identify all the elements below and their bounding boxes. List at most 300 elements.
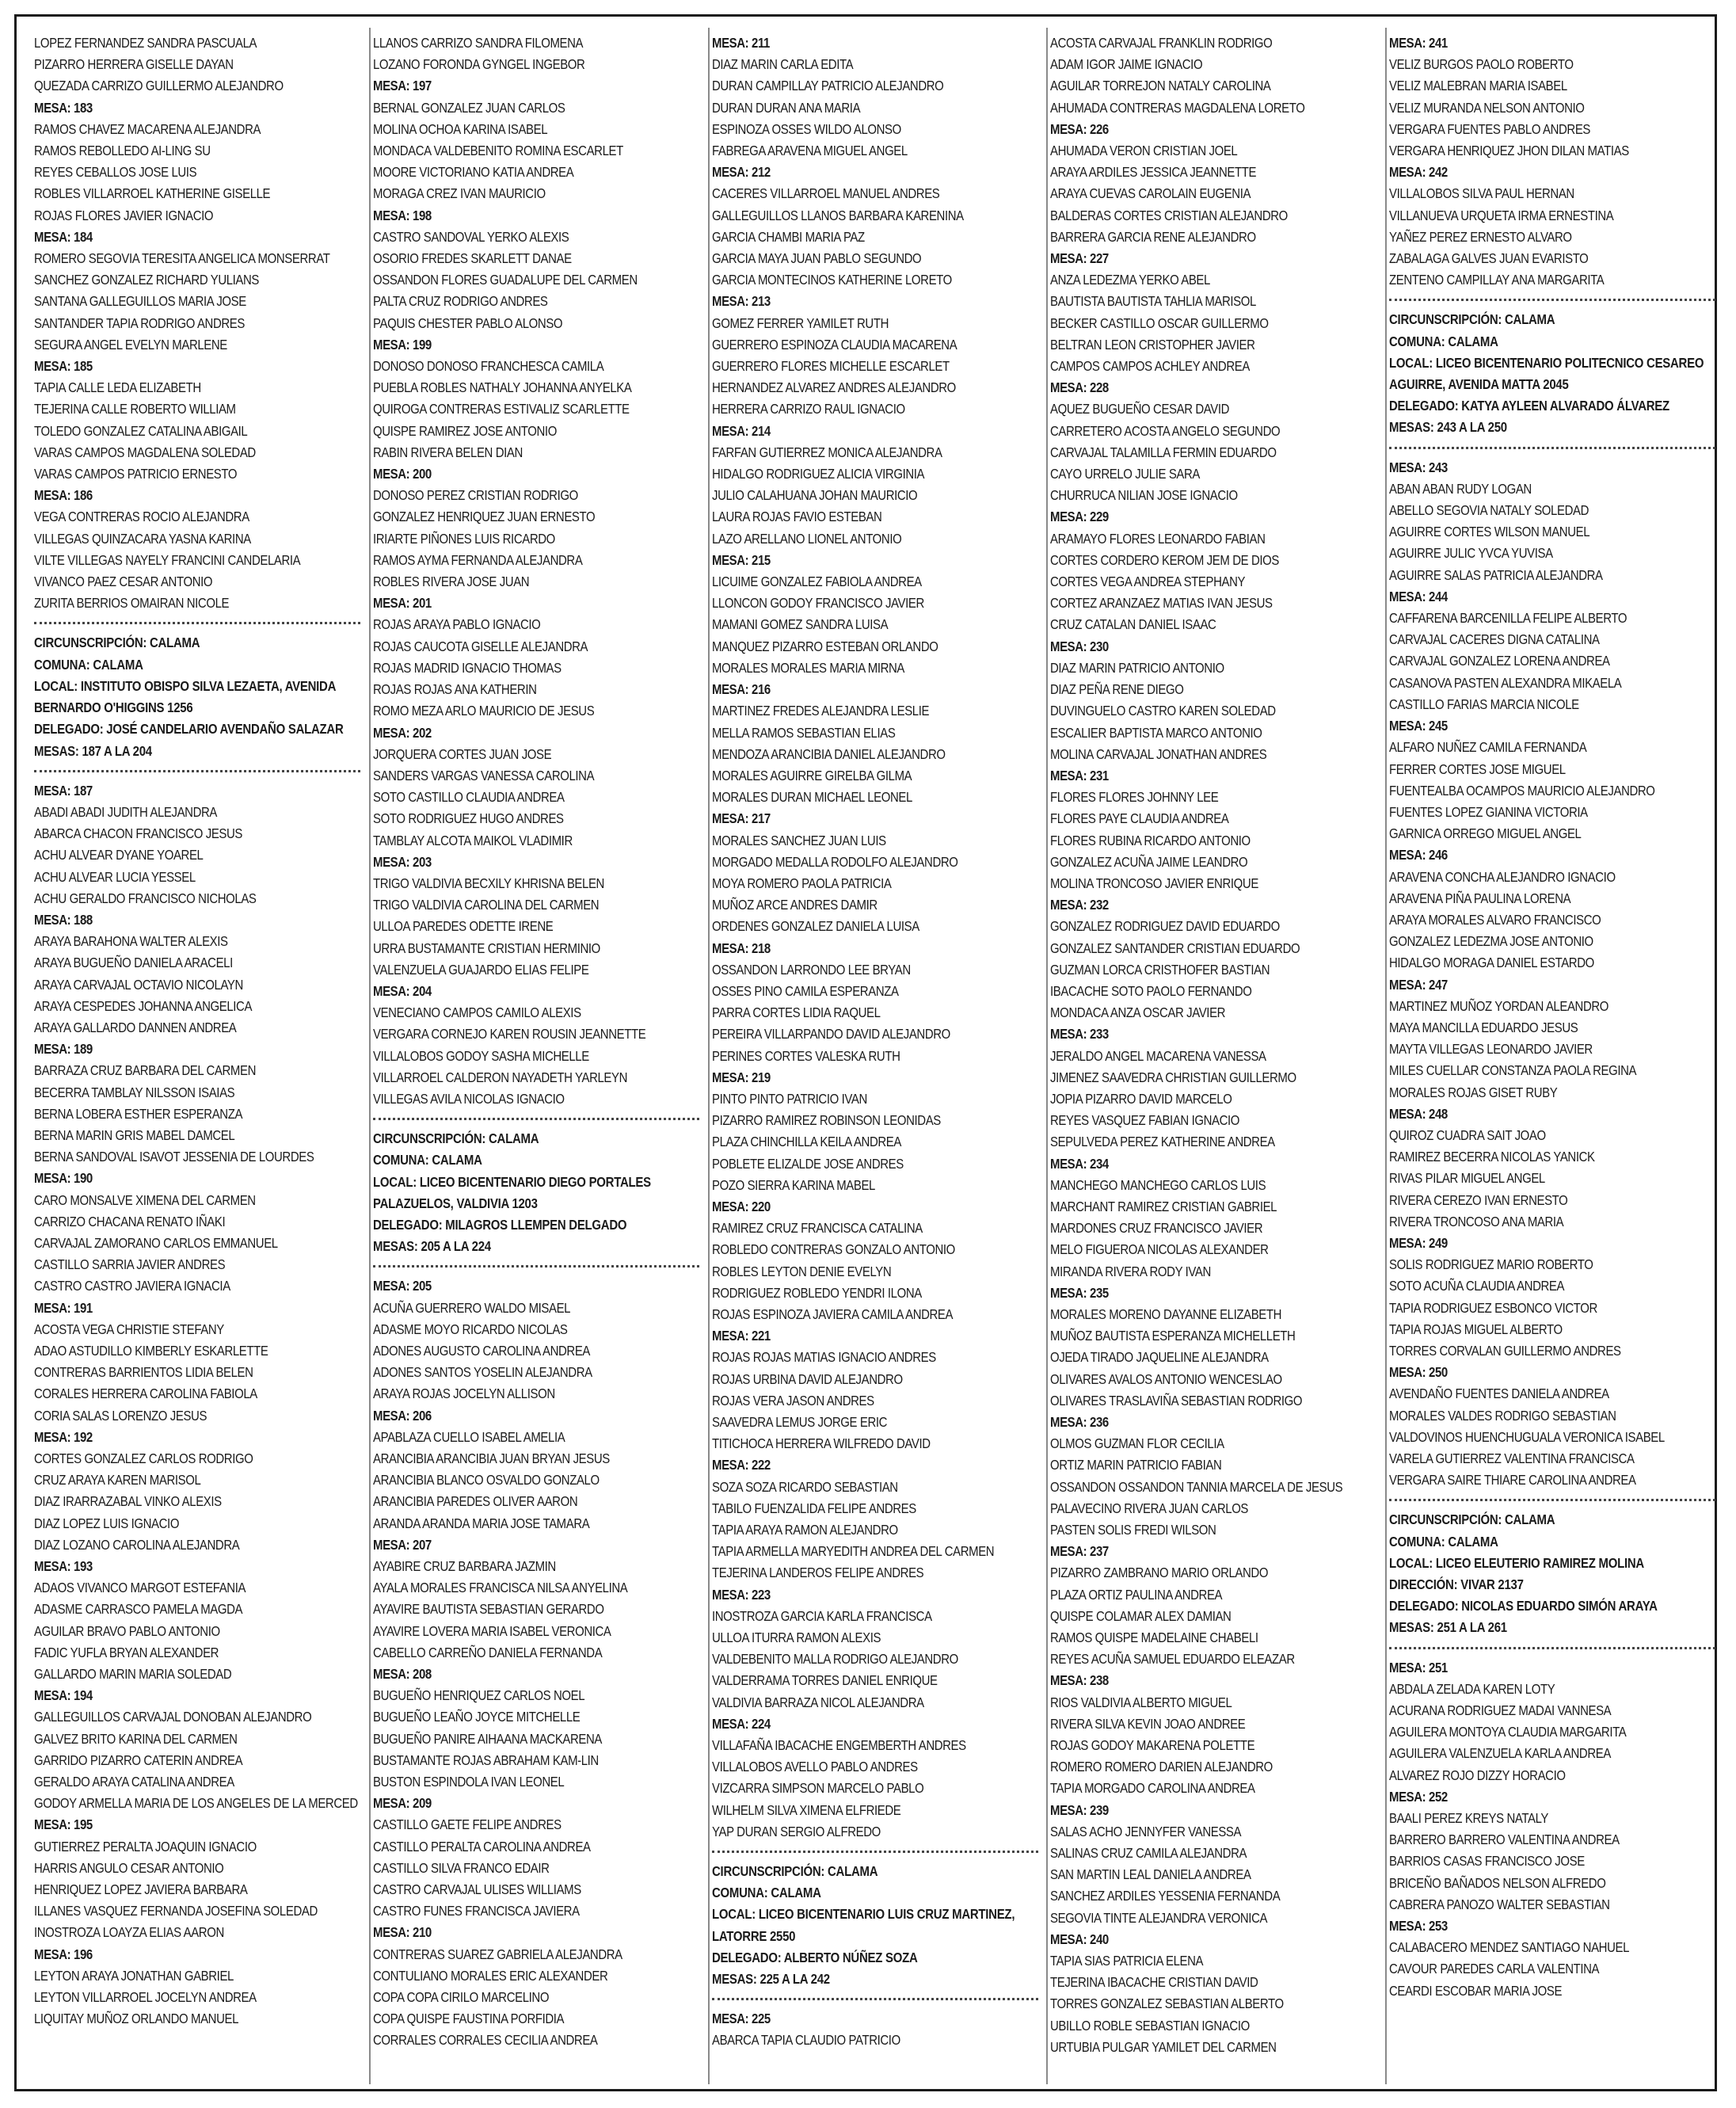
voter-name: HIDALGO RODRIGUEZ ALICIA VIRGINIA	[712, 466, 925, 482]
dotted-separator	[34, 770, 360, 772]
voter-name: INOSTROZA GARCIA KARLA FRANCISCA	[712, 1607, 932, 1624]
voter-name: VILLEGAS QUINZACARA YASNA KARINA	[34, 530, 251, 547]
voter-name: HERRERA CARRIZO RAUL IGNACIO	[712, 401, 905, 417]
voter-name: CASTRO CASTRO JAVIERA IGNACIA	[34, 1278, 230, 1294]
voter-name: SAN MARTIN LEAL DANIELA ANDREA	[1050, 1866, 1251, 1883]
voter-name: RIVAS PILAR MIGUEL ANGEL	[1389, 1170, 1545, 1187]
column-1	[34, 32, 360, 2086]
voter-name: LLONCON GODOY FRANCISCO JAVIER	[712, 595, 924, 612]
voter-name: DONOSO DONOSO FRANCHESCA CAMILA	[373, 358, 604, 375]
voter-name: FUENTES LOPEZ GIANINA VICTORIA	[1389, 803, 1588, 820]
voter-name: LEYTON VILLARROEL JOCELYN ANDREA	[34, 1989, 257, 2006]
voter-name: PARRA CORTES LIDIA RAQUEL	[712, 1004, 881, 1021]
voter-name: VARAS CAMPOS PATRICIO ERNESTO	[34, 466, 238, 482]
voter-name: MOLINA OCHOA KARINA ISABEL	[373, 120, 548, 137]
voter-name: GUERRERO FLORES MICHELLE ESCARLET	[712, 358, 950, 375]
voter-name: AHUMADA CONTRERAS MAGDALENA LORETO	[1050, 99, 1305, 116]
voter-name: ORTIZ MARIN PATRICIO FABIAN	[1050, 1457, 1222, 1473]
voter-name: ESCALIER BAPTISTA MARCO ANTONIO	[1050, 724, 1262, 741]
voter-name: ULLOA PAREDES ODETTE IRENE	[373, 918, 554, 935]
voter-name: AGUIRRE CORTES WILSON MANUEL	[1389, 524, 1590, 540]
voter-name: GALLARDO MARIN MARIA SOLEDAD	[34, 1666, 232, 1683]
voter-name: ACOSTA VEGA CHRISTIE STEFANY	[34, 1321, 224, 1337]
voter-name: CARRETERO ACOSTA ANGELO SEGUNDO	[1050, 422, 1281, 439]
mesa-heading: MESA: 249	[1389, 1234, 1448, 1251]
voter-name: VILLALOBOS SILVA PAUL HERNAN	[1389, 185, 1574, 202]
voter-name: MANCHEGO MANCHEGO CARLOS LUIS	[1050, 1176, 1266, 1193]
voter-name: FUENTEALBA OCAMPOS MAURICIO ALEJANDRO	[1389, 782, 1655, 799]
voter-name: BUGUEÑO PANIRE AIHAANA MACKARENA	[373, 1730, 603, 1747]
mesa-heading: MESA: 229	[1050, 509, 1109, 525]
voter-name: RIVERA TRONCOSO ANA MARIA	[1389, 1213, 1564, 1229]
voter-name: CABELLO CARREÑO DANIELA FERNANDA	[373, 1644, 603, 1660]
voter-name: URRA BUSTAMANTE CRISTIAN HERMINIO	[373, 940, 600, 956]
mesa-heading: MESA: 230	[1050, 638, 1109, 654]
mesa-heading: MESA: 198	[373, 207, 432, 223]
voter-name: MORGADO MEDALLA RODOLFO ALEJANDRO	[712, 853, 958, 870]
polling-place-header-line: DELEGADO: MILAGROS LLEMPEN DELGADO	[373, 1216, 627, 1233]
voter-name: SANDERS VARGAS VANESSA CAROLINA	[373, 767, 595, 783]
voter-name: OJEDA TIRADO JAQUELINE ALEJANDRA	[1050, 1349, 1269, 1366]
mesa-heading: MESA: 192	[34, 1428, 93, 1445]
mesa-heading: MESA: 251	[1389, 1659, 1448, 1675]
voter-name: JORQUERA CORTES JUAN JOSE	[373, 745, 552, 762]
voter-name: AQUEZ BUGUEÑO CESAR DAVID	[1050, 401, 1230, 417]
voter-name: ROMERO SEGOVIA TERESITA ANGELICA MONSERRAT	[34, 250, 330, 267]
mesa-heading: MESA: 203	[373, 853, 432, 870]
voter-name: AGUIRRE SALAS PATRICIA ALEJANDRA	[1389, 566, 1603, 583]
voter-name: BERNA SANDOVAL ISAVOT JESSENIA DE LOURDES	[34, 1149, 314, 1165]
polling-place-header-line: COMUNA: CALAMA	[1389, 1533, 1498, 1550]
voter-name: CAVOUR PAREDES CARLA VALENTINA	[1389, 1961, 1600, 1977]
voter-name: MOYA ROMERO PAOLA PATRICIA	[712, 875, 892, 891]
polling-place-header-line: LOCAL: LICEO BICENTENARIO POLITECNICO CESAREO AGUIRRE, AVENIDA MATTA 2045	[1389, 354, 1704, 393]
voter-name: GONZALEZ HENRIQUEZ JUAN ERNESTO	[373, 509, 596, 525]
voter-name: LLANOS CARRIZO SANDRA FILOMENA	[373, 35, 584, 51]
voter-name: GONZALEZ SANTANDER CRISTIAN EDUARDO	[1050, 940, 1300, 956]
voter-name: CARO MONSALVE XIMENA DEL CARMEN	[34, 1191, 256, 1208]
voter-name: CONTULIANO MORALES ERIC ALEXANDER	[373, 1967, 608, 1984]
voter-name: SAAVEDRA LEMUS JORGE ERIC	[712, 1414, 888, 1430]
voter-name: ARAYA ARDILES JESSICA JEANNETTE	[1050, 164, 1257, 181]
voter-name: TAPIA MORGADO CAROLINA ANDREA	[1050, 1780, 1255, 1797]
voter-name: VARELA GUTIERREZ VALENTINA FRANCISCA	[1389, 1450, 1635, 1466]
voter-name: MAYTA VILLEGAS LEONARDO JAVIER	[1389, 1041, 1593, 1058]
voter-name: ARANCIBIA ARANCIBIA JUAN BRYAN JESUS	[373, 1450, 610, 1466]
mesa-heading: MESA: 190	[34, 1170, 93, 1187]
voter-name: TEJERINA CALLE ROBERTO WILLIAM	[34, 401, 236, 417]
mesa-heading: MESA: 220	[712, 1198, 771, 1214]
mesa-heading: MESA: 233	[1050, 1026, 1109, 1043]
voter-name: ROJAS ESPINOZA JAVIERA CAMILA ANDREA	[712, 1306, 954, 1322]
voter-name: GARCIA MONTECINOS KATHERINE LORETO	[712, 272, 952, 288]
voter-name: ABDALA ZELADA KAREN LOTY	[1389, 1680, 1555, 1697]
voter-name: BAUTISTA BAUTISTA TAHLIA MARISOL	[1050, 293, 1256, 310]
voter-name: OSSES PINO CAMILA ESPERANZA	[712, 982, 899, 999]
voter-name: MORALES MORALES MARIA MIRNA	[712, 659, 905, 676]
voter-name: CORRALES CORRALES CECILIA ANDREA	[373, 2032, 598, 2049]
voter-name: ROJAS MADRID IGNACIO THOMAS	[373, 659, 562, 676]
mesa-heading: MESA: 188	[34, 911, 93, 928]
dotted-separator	[34, 622, 360, 624]
voter-name: ARAYA BARAHONA WALTER ALEXIS	[34, 933, 228, 950]
voter-name: VILLEGAS AVILA NICOLAS IGNACIO	[373, 1090, 565, 1107]
voter-name: CARRIZO CHACANA RENATO IÑAKI	[34, 1213, 226, 1229]
voter-name: AYAVIRE BAUTISTA SEBASTIAN GERARDO	[373, 1601, 604, 1618]
voter-name: GALVEZ BRITO KARINA DEL CARMEN	[34, 1730, 238, 1747]
voter-name: BELTRAN LEON CRISTOPHER JAVIER	[1050, 336, 1255, 353]
mesa-heading: MESA: 197	[373, 78, 432, 94]
voter-name: SALAS ACHO JENNYFER VANESSA	[1050, 1823, 1242, 1839]
voter-name: RAMIREZ CRUZ FRANCISCA CATALINA	[712, 1220, 923, 1237]
voter-name: RODRIGUEZ ROBLEDO YENDRI ILONA	[712, 1284, 922, 1301]
polling-place-header-line: CIRCUNSCRIPCIÓN: CALAMA	[1389, 1511, 1555, 1528]
polling-place-header-line: DELEGADO: ALBERTO NÚÑEZ SOZA	[712, 1949, 918, 1965]
polling-place-header-line: DIRECCIÓN: VIVAR 2137	[1389, 1576, 1524, 1593]
voter-name: POZO SIERRA KARINA MABEL	[712, 1176, 875, 1193]
voter-name: MARTINEZ FREDES ALEJANDRA LESLIE	[712, 703, 930, 719]
column-5	[1389, 32, 1715, 2086]
voter-name: GALLEGUILLOS CARVAJAL DONOBAN ALEJANDRO	[34, 1709, 312, 1725]
voter-name: TAPIA ROJAS MIGUEL ALBERTO	[1389, 1321, 1563, 1337]
voter-name: ORDENES GONZALEZ DANIELA LUISA	[712, 918, 919, 935]
voter-name: OSSANDON LARRONDO LEE BRYAN	[712, 961, 911, 978]
voter-name: CRUZ CATALAN DANIEL ISAAC	[1050, 616, 1216, 633]
voter-name: CASTILLO SARRIA JAVIER ANDRES	[34, 1256, 226, 1273]
voter-name: VIZCARRA SIMPSON MARCELO PABLO	[712, 1780, 924, 1797]
voter-name: RAMOS CHAVEZ MACARENA ALEJANDRA	[34, 120, 261, 137]
dotted-separator	[373, 1118, 699, 1120]
polling-place-header-line: CIRCUNSCRIPCIÓN: CALAMA	[712, 1863, 878, 1880]
voter-name: MORALES SANCHEZ JUAN LUIS	[712, 832, 886, 848]
column-divider	[708, 28, 710, 2084]
mesa-heading: MESA: 248	[1389, 1105, 1448, 1122]
voter-name: AGUILAR BRAVO PABLO ANTONIO	[34, 1622, 220, 1639]
dotted-separator	[373, 1265, 699, 1267]
voter-name: JIMENEZ SAAVEDRA CHRISTIAN GUILLERMO	[1050, 1069, 1296, 1085]
mesa-heading: MESA: 216	[712, 681, 771, 698]
voter-name: ROJAS ROJAS MATIAS IGNACIO ANDRES	[712, 1349, 936, 1366]
dotted-separator	[712, 1851, 1038, 1853]
voter-name: CASTRO SANDOVAL YERKO ALEXIS	[373, 228, 569, 245]
voter-name: OLMOS GUZMAN FLOR CECILIA	[1050, 1435, 1224, 1452]
voter-name: MARCHANT RAMIREZ CRISTIAN GABRIEL	[1050, 1198, 1277, 1214]
mesa-heading: MESA: 183	[34, 99, 93, 116]
voter-name: AYAVIRE LOVERA MARIA ISABEL VERONICA	[373, 1622, 611, 1639]
voter-name: LICUIME GONZALEZ FABIOLA ANDREA	[712, 574, 922, 590]
voter-name: CARVAJAL ZAMORANO CARLOS EMMANUEL	[34, 1234, 278, 1251]
voter-name: OSSANDON OSSANDON TANNIA MARCELA DE JESUS	[1050, 1478, 1343, 1495]
mesa-heading: MESA: 234	[1050, 1155, 1109, 1172]
voter-name: DIAZ LOPEZ LUIS IGNACIO	[34, 1515, 180, 1531]
voter-name: QUIROGA CONTRERAS ESTIVALIZ SCARLETTE	[373, 401, 630, 417]
mesa-heading: MESA: 243	[1389, 459, 1448, 475]
voter-name: BALDERAS CORTES CRISTIAN ALEJANDRO	[1050, 207, 1288, 223]
voter-name: CORTEZ ARANZAEZ MATIAS IVAN JESUS	[1050, 595, 1273, 612]
voter-name: ANZA LEDEZMA YERKO ABEL	[1050, 272, 1210, 288]
voter-name: PLAZA CHINCHILLA KEILA ANDREA	[712, 1134, 901, 1150]
mesa-heading: MESA: 217	[712, 810, 771, 827]
voter-name: BECERRA TAMBLAY NILSSON ISAIAS	[34, 1084, 235, 1100]
voter-name: SOLIS RODRIGUEZ MARIO ROBERTO	[1389, 1256, 1593, 1273]
voter-name: CHURRUCA NILIAN JOSE IGNACIO	[1050, 487, 1238, 504]
voter-name: YAÑEZ PEREZ ERNESTO ALVARO	[1389, 228, 1572, 245]
voter-name: VELIZ MURANDA NELSON ANTONIO	[1389, 99, 1585, 116]
voter-name: CONTRERAS SUAREZ GABRIELA ALEJANDRA	[373, 1946, 622, 1962]
polling-place-header-line: LOCAL: INSTITUTO OBISPO SILVA LEZAETA, AVENIDA BERNARDO O'HIGGINS 1256	[34, 677, 336, 716]
mesa-heading: MESA: 200	[373, 466, 432, 482]
voter-name: BAALI PEREZ KREYS NATALY	[1389, 1810, 1548, 1827]
voter-name: BARRAZA CRUZ BARBARA DEL CARMEN	[34, 1062, 256, 1079]
voter-name: VILLALOBOS AVELLO PABLO ANDRES	[712, 1759, 918, 1775]
voter-name: FLORES FLORES JOHNNY LEE	[1050, 789, 1219, 806]
voter-name: SALINAS CRUZ CAMILA ALEJANDRA	[1050, 1845, 1247, 1862]
voter-name: ROBLES RIVERA JOSE JUAN	[373, 574, 530, 590]
mesa-heading: MESA: 246	[1389, 847, 1448, 863]
voter-name: GERALDO ARAYA CATALINA ANDREA	[34, 1774, 234, 1790]
polling-place-header-line: MESAS: 243 A LA 250	[1389, 419, 1507, 436]
voter-name: ARAYA BUGUEÑO DANIELA ARACELI	[34, 955, 233, 971]
voter-name: LAZO ARELLANO LIONEL ANTONIO	[712, 530, 902, 547]
voter-name: TAPIA SIAS PATRICIA ELENA	[1050, 1953, 1204, 1969]
voter-name: MORALES AGUIRRE GIRELBA GILMA	[712, 767, 912, 783]
voter-name: VALDOVINOS HUENCHUGUALA VERONICA ISABEL	[1389, 1428, 1665, 1445]
voter-name: REYES CEBALLOS JOSE LUIS	[34, 164, 197, 181]
column-2	[373, 32, 699, 2086]
voter-name: GARCIA MAYA JUAN PABLO SEGUNDO	[712, 250, 922, 267]
voter-name: MORALES DURAN MICHAEL LEONEL	[712, 789, 912, 806]
voter-name: VALDERRAMA TORRES DANIEL ENRIQUE	[712, 1672, 938, 1689]
voter-name: CRUZ ARAYA KAREN MARISOL	[34, 1472, 201, 1489]
voter-name: OSORIO FREDES SKARLETT DANAE	[373, 250, 572, 267]
mesa-heading: MESA: 209	[373, 1795, 432, 1812]
voter-name: ABARCA CHACON FRANCISCO JESUS	[34, 825, 243, 842]
voter-name: TRIGO VALDIVIA CAROLINA DEL CARMEN	[373, 897, 600, 913]
voter-name: ADASME CARRASCO PAMELA MAGDA	[34, 1601, 243, 1618]
voter-name: ROJAS ROJAS ANA KATHERIN	[373, 681, 537, 698]
dotted-separator	[1389, 1647, 1715, 1649]
voter-name: RIVERA SILVA KEVIN JOAO ANDREE	[1050, 1715, 1246, 1732]
voter-name: FADIC YUFLA BRYAN ALEXANDER	[34, 1644, 219, 1660]
voter-name: YAP DURAN SERGIO ALFREDO	[712, 1823, 881, 1839]
voter-name: INOSTROZA LOAYZA ELIAS AARON	[34, 1924, 224, 1941]
voter-name: MUÑOZ ARCE ANDRES DAMIR	[712, 897, 878, 913]
voter-name: BARRIOS CASAS FRANCISCO JOSE	[1389, 1853, 1585, 1870]
mesa-heading: MESA: 225	[712, 2011, 771, 2027]
voter-name: HIDALGO MORAGA DANIEL ESTARDO	[1389, 955, 1594, 971]
mesa-heading: MESA: 195	[34, 1816, 93, 1833]
mesa-heading: MESA: 238	[1050, 1672, 1109, 1689]
voter-name: VERGARA SAIRE THIARE CAROLINA ANDREA	[1389, 1472, 1636, 1489]
column-3	[712, 32, 1038, 2086]
mesa-heading: MESA: 240	[1050, 1931, 1109, 1947]
voter-name: FARFAN GUTIERREZ MONICA ALEJANDRA	[712, 444, 942, 460]
voter-name: ACHU ALVEAR LUCIA YESSEL	[34, 868, 196, 885]
voter-name: ROJAS VERA JASON ANDRES	[712, 1392, 874, 1409]
voter-name: WILHELM SILVA XIMENA ELFRIEDE	[712, 1801, 901, 1818]
voter-name: MOORE VICTORIANO KATIA ANDREA	[373, 164, 574, 181]
voter-name: MANQUEZ PIZARRO ESTEBAN ORLANDO	[712, 638, 938, 654]
voter-name: PIZARRO RAMIREZ ROBINSON LEONIDAS	[712, 1112, 941, 1129]
voter-name: BECKER CASTILLO OSCAR GUILLERMO	[1050, 314, 1269, 331]
voter-name: TAMBLAY ALCOTA MAIKOL VLADIMIR	[373, 832, 573, 848]
voter-name: ULLOA ITURRA RAMON ALEXIS	[712, 1630, 881, 1646]
voter-name: TITICHOCA HERRERA WILFREDO DAVID	[712, 1435, 931, 1452]
voter-name: PAQUIS CHESTER PABLO ALONSO	[373, 314, 563, 331]
voter-name: ADONES SANTOS YOSELIN ALEJANDRA	[373, 1364, 592, 1381]
voter-name: VALDEBENITO MALLA RODRIGO ALEJANDRO	[712, 1651, 958, 1668]
column-divider	[369, 28, 371, 2084]
voter-name: POBLETE ELIZALDE JOSE ANDRES	[712, 1155, 904, 1172]
voter-name: SANCHEZ ARDILES YESSENIA FERNANDA	[1050, 1888, 1281, 1904]
voter-name: CAYO URRELO JULIE SARA	[1050, 466, 1201, 482]
voter-name: AHUMADA VERON CRISTIAN JOEL	[1050, 143, 1238, 159]
voter-name: ACHU GERALDO FRANCISCO NICHOLAS	[34, 890, 257, 906]
voter-name: VERGARA FUENTES PABLO ANDRES	[1389, 120, 1591, 137]
voter-name: DIAZ IRARRAZABAL VINKO ALEXIS	[34, 1493, 222, 1510]
voter-name: PIZARRO ZAMBRANO MARIO ORLANDO	[1050, 1565, 1269, 1581]
voter-name: HARRIS ANGULO CESAR ANTONIO	[34, 1859, 224, 1876]
mesa-heading: MESA: 204	[373, 982, 432, 999]
voter-name: ARAMAYO FLORES LEONARDO FABIAN	[1050, 530, 1266, 547]
voter-name: TAPIA ARMELLA MARYEDITH ANDREA DEL CARMEN	[712, 1543, 995, 1560]
voter-name: SOTO ACUÑA CLAUDIA ANDREA	[1389, 1278, 1565, 1294]
mesa-heading: MESA: 244	[1389, 588, 1448, 604]
column-4	[1050, 32, 1376, 2086]
polling-place-header-line: LOCAL: LICEO BICENTENARIO LUIS CRUZ MARTINEZ, LATORRE 2550	[712, 1906, 1015, 1944]
voter-name: ROBLES LEYTON DENIE EVELYN	[712, 1263, 892, 1279]
voter-name: SOTO CASTILLO CLAUDIA ANDREA	[373, 789, 565, 806]
voter-name: ROJAS URBINA DAVID ALEJANDRO	[712, 1370, 903, 1387]
mesa-heading: MESA: 242	[1389, 164, 1448, 181]
voter-name: URTUBIA PULGAR YAMILET DEL CARMEN	[1050, 2038, 1277, 2055]
voter-name: CASTRO FUNES FRANCISCA JAVIERA	[373, 1903, 580, 1919]
voter-name: LAURA ROJAS FAVIO ESTEBAN	[712, 509, 882, 525]
voter-name: TOLEDO GONZALEZ CATALINA ABIGAIL	[34, 422, 248, 439]
voter-name: BERNA MARIN GRIS MABEL DAMCEL	[34, 1126, 235, 1143]
voter-name: BERNAL GONZALEZ JUAN CARLOS	[373, 99, 565, 116]
voter-name: TAPIA ARAYA RAMON ALEJANDRO	[712, 1522, 898, 1538]
voter-name: BUSTON ESPINDOLA IVAN LEONEL	[373, 1774, 565, 1790]
voter-name: LOZANO FORONDA GYNGEL INGEBOR	[373, 56, 585, 73]
dotted-separator	[1389, 447, 1715, 449]
mesa-heading: MESA: 231	[1050, 767, 1109, 783]
voter-name: OLIVARES AVALOS ANTONIO WENCESLAO	[1050, 1370, 1282, 1387]
voter-name: ROMERO ROMERO DARIEN ALEJANDRO	[1050, 1759, 1273, 1775]
mesa-heading: MESA: 245	[1389, 718, 1448, 734]
voter-name: ADASME MOYO RICARDO NICOLAS	[373, 1321, 568, 1337]
voter-name: TORRES GONZALEZ SEBASTIAN ALBERTO	[1050, 1996, 1284, 2012]
mesa-heading: MESA: 250	[1389, 1364, 1448, 1381]
mesa-heading: MESA: 219	[712, 1069, 771, 1085]
column-divider	[1046, 28, 1048, 2084]
mesa-heading: MESA: 221	[712, 1328, 771, 1344]
voter-name: VIVANCO PAEZ CESAR ANTONIO	[34, 574, 213, 590]
voter-name: GONZALEZ ACUÑA JAIME LEANDRO	[1050, 853, 1248, 870]
voter-name: ROBLEDO CONTRERAS GONZALO ANTONIO	[712, 1241, 955, 1258]
voter-name: CASTILLO FARIAS MARCIA NICOLE	[1389, 696, 1579, 712]
voter-name: CEARDI ESCOBAR MARIA JOSE	[1389, 1982, 1563, 1999]
voter-name: RAMOS QUISPE MADELAINE CHABELI	[1050, 1630, 1258, 1646]
polling-place-header-line: MESAS: 187 A LA 204	[34, 742, 152, 759]
voter-name: VERGARA CORNEJO KAREN ROUSIN JEANNETTE	[373, 1026, 646, 1043]
voter-name: GOMEZ FERRER YAMILET RUTH	[712, 314, 889, 331]
mesa-heading: MESA: 186	[34, 487, 93, 504]
polling-place-header-line: COMUNA: CALAMA	[34, 656, 143, 673]
voter-name: SEGOVIA TINTE ALEJANDRA VERONICA	[1050, 1909, 1268, 1926]
voter-name: ADAOS VIVANCO MARGOT ESTEFANIA	[34, 1580, 246, 1596]
voter-name: TEJERINA IBACACHE CRISTIAN DAVID	[1050, 1974, 1258, 1991]
voter-name: QUISPE RAMIREZ JOSE ANTONIO	[373, 422, 557, 439]
polling-place-header-line: MESAS: 225 A LA 242	[712, 1971, 830, 1988]
voter-name: RAMOS REBOLLEDO AI-LING SU	[34, 143, 211, 159]
voter-name: COPA COPA CIRILO MARCELINO	[373, 1989, 550, 2006]
voter-name: DIAZ PEÑA RENE DIEGO	[1050, 681, 1184, 698]
mesa-heading: MESA: 236	[1050, 1414, 1109, 1430]
voter-name: AGUILAR TORREJON NATALY CAROLINA	[1050, 78, 1271, 94]
voter-name: VERGARA HENRIQUEZ JHON DILAN MATIAS	[1389, 143, 1629, 159]
voter-name: MAMANI GOMEZ SANDRA LUISA	[712, 616, 889, 633]
voter-name: VILLARROEL CALDERON NAYADETH YARLEYN	[373, 1069, 628, 1085]
voter-name: VENECIANO CAMPOS CAMILO ALEXIS	[373, 1004, 581, 1021]
voter-name: CORTES VEGA ANDREA STEPHANY	[1050, 574, 1246, 590]
voter-name: FABREGA ARAVENA MIGUEL ANGEL	[712, 143, 908, 159]
mesa-heading: MESA: 207	[373, 1536, 432, 1553]
polling-place-header-line: COMUNA: CALAMA	[1389, 333, 1498, 349]
voter-name: BUSTAMANTE ROJAS ABRAHAM KAM-LIN	[373, 1752, 599, 1768]
mesa-heading: MESA: 223	[712, 1586, 771, 1603]
voter-name: QUISPE COLAMAR ALEX DAMIAN	[1050, 1607, 1232, 1624]
voter-name: ALFARO NUÑEZ CAMILA FERNANDA	[1389, 739, 1587, 756]
voter-name: ACOSTA CARVAJAL FRANKLIN RODRIGO	[1050, 35, 1273, 51]
voter-name: ACHU ALVEAR DYANE YOAREL	[34, 847, 204, 863]
voter-name: MUÑOZ BAUTISTA ESPERANZA MICHELLETH	[1050, 1328, 1296, 1344]
voter-name: CASANOVA PASTEN ALEXANDRA MIKAELA	[1389, 674, 1622, 691]
voter-name: ARAYA GALLARDO DANNEN ANDREA	[34, 1019, 237, 1035]
mesa-heading: MESA: 222	[712, 1457, 771, 1473]
mesa-heading: MESA: 208	[373, 1666, 432, 1683]
voter-name: ARAYA CUEVAS CAROLAIN EUGENIA	[1050, 185, 1251, 202]
voter-name: ZENTENO CAMPILLAY ANA MARGARITA	[1389, 272, 1605, 288]
voter-name: PALTA CRUZ RODRIGO ANDRES	[373, 293, 548, 310]
mesa-heading: MESA: 194	[34, 1687, 93, 1704]
voter-name: PLAZA ORTIZ PAULINA ANDREA	[1050, 1586, 1223, 1603]
voter-name: CABRERA PANOZO WALTER SEBASTIAN	[1389, 1896, 1610, 1912]
voter-name: CASTILLO SILVA FRANCO EDAIR	[373, 1859, 550, 1876]
voter-name: ROMO MEZA ARLO MAURICIO DE JESUS	[373, 703, 595, 719]
voter-name: CAMPOS CAMPOS ACHLEY ANDREA	[1050, 358, 1250, 375]
polling-place-header-line: CIRCUNSCRIPCIÓN: CALAMA	[34, 635, 200, 651]
voter-name: ARAYA CARVAJAL OCTAVIO NICOLAYN	[34, 976, 243, 993]
voter-name: TABILO FUENZALIDA FELIPE ANDRES	[712, 1500, 916, 1516]
voter-name: GONZALEZ RODRIGUEZ DAVID EDUARDO	[1050, 918, 1280, 935]
polling-place-header-line: DELEGADO: NICOLAS EDUARDO SIMÓN ARAYA	[1389, 1598, 1658, 1614]
voter-name: MILES CUELLAR CONSTANZA PAOLA REGINA	[1389, 1062, 1637, 1079]
voter-name: BARRERO BARRERO VALENTINA ANDREA	[1389, 1832, 1620, 1848]
mesa-heading: MESA: 226	[1050, 120, 1109, 137]
voter-name: GARRIDO PIZARRO CATERIN ANDREA	[34, 1752, 243, 1768]
mesa-heading: MESA: 241	[1389, 35, 1448, 51]
voter-name: MENDOZA ARANCIBIA DANIEL ALEJANDRO	[712, 745, 946, 762]
voter-name: LIQUITAY MUÑOZ ORLANDO MANUEL	[34, 2011, 239, 2027]
voter-name: ZURITA BERRIOS OMAIRAN NICOLE	[34, 595, 230, 612]
voter-name: MORALES VALDES RODRIGO SEBASTIAN	[1389, 1407, 1616, 1424]
mesa-heading: MESA: 187	[34, 782, 93, 799]
mesa-heading: MESA: 206	[373, 1407, 432, 1424]
voter-name: ESPINOZA OSSES WILDO ALONSO	[712, 120, 901, 137]
voter-name: ABARCA TAPIA CLAUDIO PATRICIO	[712, 2032, 900, 2049]
mesa-heading: MESA: 235	[1050, 1284, 1109, 1301]
